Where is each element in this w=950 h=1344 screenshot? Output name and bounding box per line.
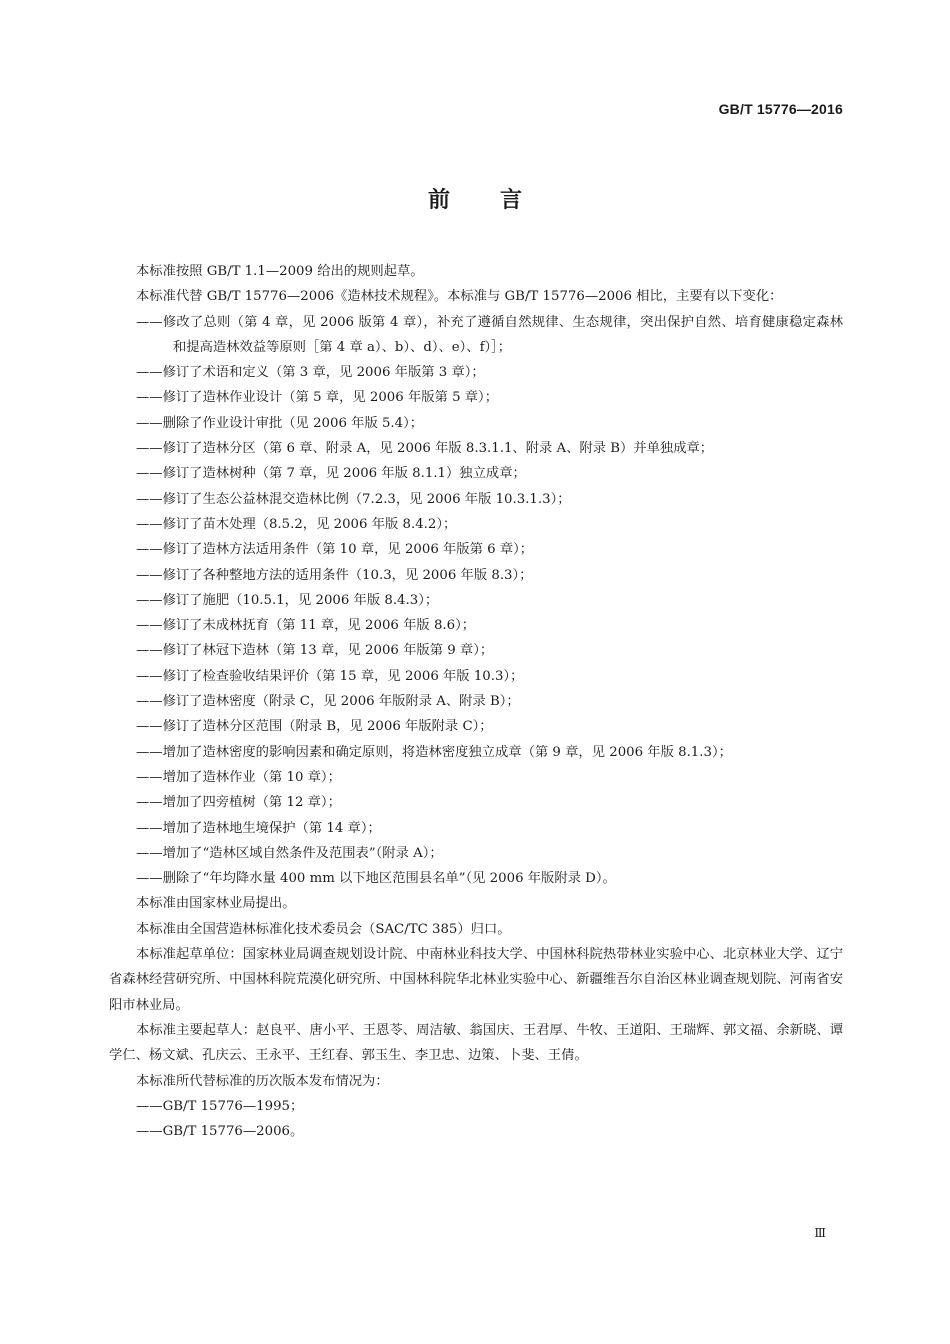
page-title: 前言 — [427, 188, 572, 213]
list-item: ——修订了施肥（10.5.1，见 2006 年版 8.4.3）； — [136, 592, 439, 608]
list-item: ——删除了“年均降水量 400 mm 以下地区范围县名单”（见 2006 年版附录 D）。 — [136, 871, 616, 887]
list-item: ——增加了造林作业（第 10 章）； — [136, 769, 341, 785]
paragraph-drafters: 本标准主要起草人：赵良平、唐小平、王恩苓、周洁敏、翁国庆、王君厚、牛牧、王道阳、王瑞辉、郭文福、余新晓、谭学仁、杨文斌、孔庆云、王永平、王红春、郭玉生、李卫忠、边策、卜斐、王倩。 — [109, 1022, 843, 1064]
list-item: ——修订了未成林抚育（第 11 章，见 2006 年版 8.6）； — [136, 618, 476, 634]
list-item: ——修订了生态公益林混交造林比例（7.2.3，见 2006 年版 10.3.1.3）； — [136, 491, 571, 507]
paragraph-proposer: 本标准由国家林业局提出。 — [136, 896, 296, 912]
list-item: ——增加了造林地生境保护（第 14 章）； — [136, 820, 381, 836]
paragraph-drafting-units: 本标准起草单位：国家林业局调查规划设计院、中南林业科技大学、中国林科院热带林业实验中心、北京林业大学、辽宁省森林经营研究所、中国林科院荒漠化研究所、中国林科院华北林业实验中心、新疆维吾尔自治区林业调查规划院、河南省安阳市林业局。 — [109, 947, 843, 1013]
list-item: ——GB/T 15776—2006。 — [136, 1124, 304, 1140]
list-item: ——修订了造林分区（第 6 章、附录 A，见 2006 年版 8.3.1.1、附录 A、附录 B）并单独成章； — [136, 441, 714, 457]
list-item: ——GB/T 15776—1995； — [136, 1098, 304, 1114]
changes-list — [109, 310, 843, 892]
list-item: ——修订了苗木处理（8.5.2，见 2006 年版 8.4.2）； — [136, 516, 457, 532]
paragraph-committee: 本标准由全国营造林标准化技术委员会（SAC/TC 385）归口。 — [136, 921, 511, 937]
paragraph-history: 本标准所代替标准的历次版本发布情况为： — [136, 1073, 389, 1089]
list-item: ——增加了“造林区域自然条件及范围表”（附录 A）； — [136, 845, 443, 861]
list-item: ——修改了总则（第 4 章，见 2006 版第 4 章），补充了遵循自然规律、生态规律，突出保护自然、培育健康稳定森林和提高造林效益等原则［第 4 章 a）、b）、d）、e）、f）］； — [136, 314, 843, 355]
list-item: ——修订了造林方法适用条件（第 10 章，见 2006 年版第 6 章）； — [136, 542, 534, 558]
list-item: ——修订了检查验收结果评价（第 15 章，见 2006 年版 10.3）； — [136, 668, 524, 684]
standard-code: GB/T 15776—2016 — [718, 101, 843, 117]
paragraph-replacement: 本标准代替 GB/T 15776—2006《造林技术规程》。本标准与 GB/T 15776—2006 相比，主要有以下变化： — [136, 289, 783, 305]
list-item: ——修订了术语和定义（第 3 章，见 2006 年版第 3 章）； — [136, 365, 485, 381]
list-item: ——修订了林冠下造林（第 13 章，见 2006 年版第 9 章）； — [136, 643, 494, 659]
list-item: ——修订了造林密度（附录 C，见 2006 年版附录 A、附录 B）； — [136, 694, 520, 710]
list-item: ——修订了造林作业设计（第 5 章，见 2006 年版第 5 章）； — [136, 390, 499, 406]
list-item: ——修订了造林分区范围（附录 B，见 2006 年版附录 C）； — [136, 719, 493, 735]
list-item: ——删除了作业设计审批（见 2006 年版 5.4）； — [136, 415, 424, 431]
page-number: Ⅲ — [814, 1226, 826, 1240]
list-item: ——增加了造林密度的影响因素和确定原则，将造林密度独立成章（第 9 章，见 2006 年版 8.1.3）； — [136, 744, 732, 760]
list-item: ——修订了造林树种（第 7 章，见 2006 年版 8.1.1）独立成章； — [136, 466, 526, 482]
paragraph-drafting-rules: 本标准按照 GB/T 1.1—2009 给出的规则起草。 — [136, 264, 424, 279]
document-body — [109, 259, 843, 1144]
list-item: ——增加了四旁植树（第 12 章）； — [136, 795, 341, 811]
list-item: ——修订了各种整地方法的适用条件（10.3，见 2006 年版 8.3）； — [136, 567, 533, 583]
